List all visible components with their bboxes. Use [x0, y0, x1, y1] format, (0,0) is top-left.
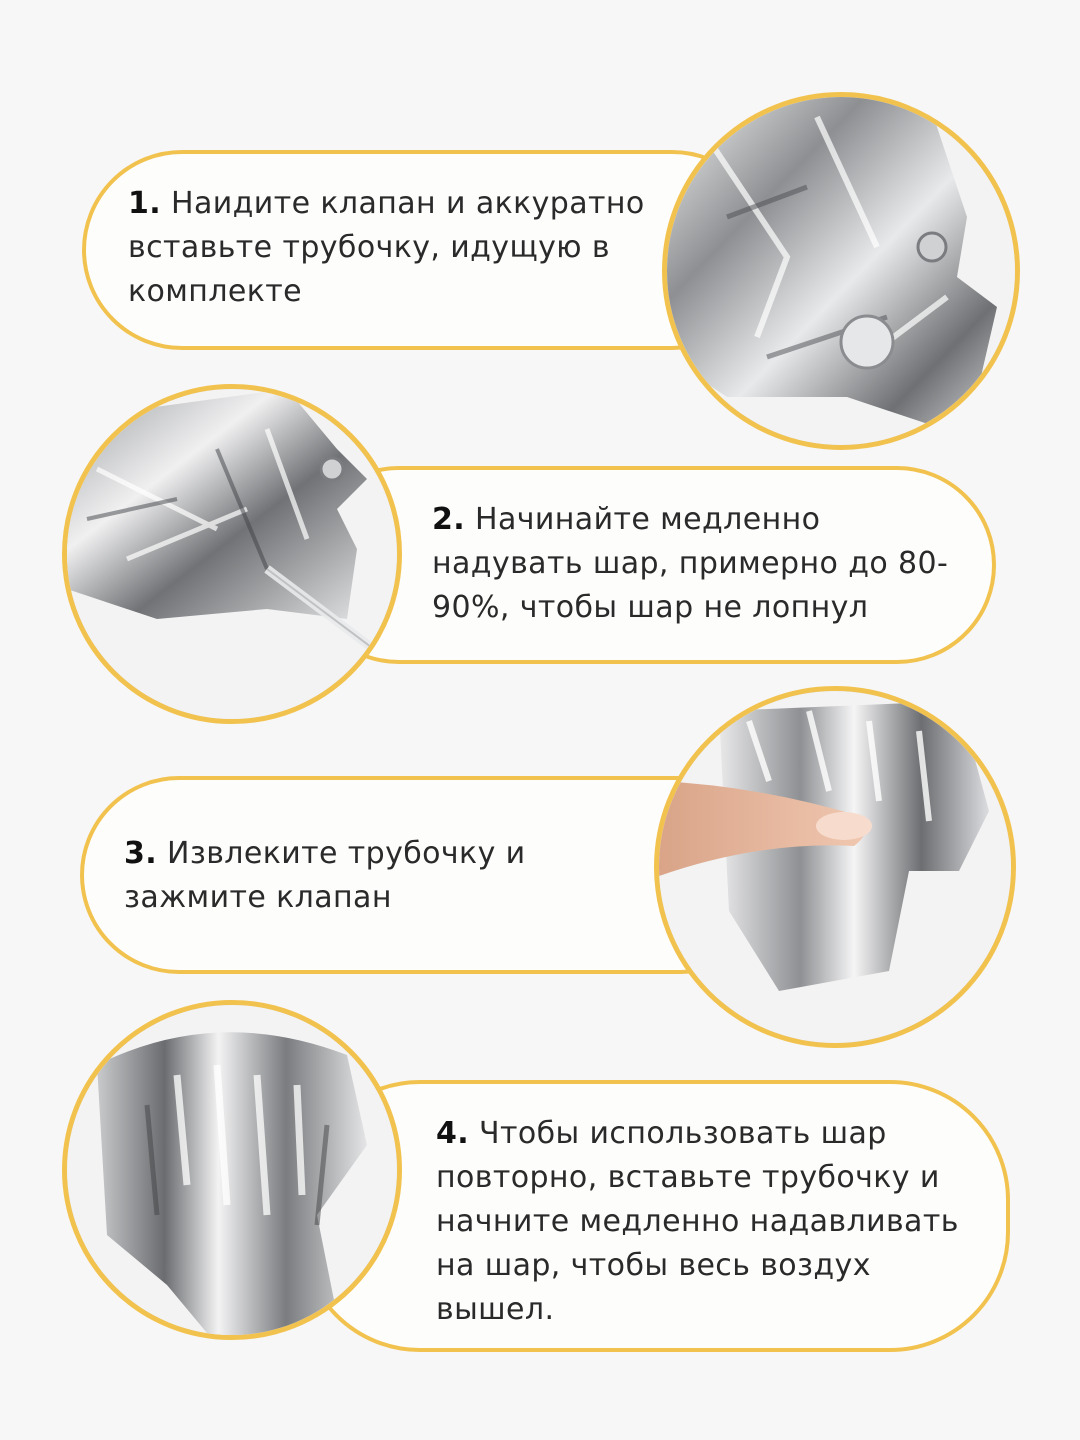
foil-balloon-valve-image: [667, 97, 1020, 450]
step-1-number: 1.: [128, 186, 162, 221]
step-1-text: [128, 182, 688, 314]
pinching-valve-image: [659, 691, 1016, 1048]
step-2-photo: [62, 384, 402, 724]
step-1-photo: [662, 92, 1020, 450]
step-4-text: [436, 1112, 996, 1332]
step-2-number: 2.: [432, 502, 466, 537]
foil-balloon-tube-image: [67, 389, 402, 724]
step-4-description: Чтобы использовать шар повторно, вставьте трубочку и начните медленно надавливать на шар, чтобы весь воздух вышел.: [436, 1116, 959, 1327]
step-2-text: [432, 498, 972, 630]
step-3-photo: [654, 686, 1016, 1048]
step-4-number: 4.: [436, 1116, 470, 1151]
step-2-description: Начинайте медленно надувать шар, примерно до 80-90%, чтобы шар не лопнул: [432, 502, 949, 625]
step-3-number: 3.: [124, 836, 158, 871]
foil-balloon-deflate-image: [67, 1005, 402, 1340]
step-4-photo: [62, 1000, 402, 1340]
step-3-description: Извлеките трубочку и зажмите клапан: [124, 836, 526, 915]
step-3-text: [124, 832, 664, 920]
step-1-description: Наидите клапан и аккуратно вставьте трубочку, идущую в комплекте: [128, 186, 645, 309]
